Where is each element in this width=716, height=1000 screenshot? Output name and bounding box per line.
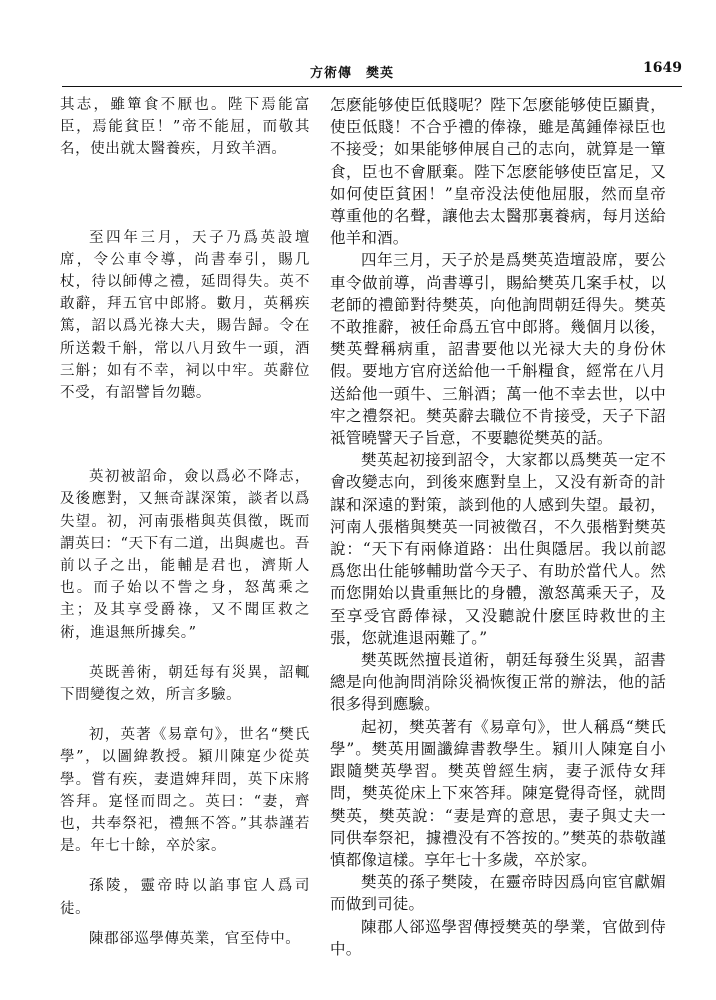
page-number: 1649 [643, 60, 682, 76]
header-rule [62, 86, 682, 87]
classical-paragraph: 孫陵，靈帝時以諂事宦人爲司徒。 [60, 878, 310, 917]
classical-paragraph: 陳郡郤巡學傳英業，官至侍中。 [89, 930, 301, 947]
classical-text-column [60, 94, 310, 994]
running-title: 方術傳 樊英 [310, 66, 395, 81]
classical-paragraph: 英既善術，朝廷每有災異，詔輒下問變復之效，所言多驗。 [60, 664, 310, 704]
translation-paragraph: 樊英既然擅長道術，朝廷每發生災異，詔書總是向他詢問消除災禍恢復正常的辦法，他的話很多得到應驗。 [330, 651, 666, 714]
translation-paragraph: 樊英的孫子樊陵，在靈帝時因爲向宦官獻媚而做到司徒。 [330, 873, 666, 914]
classical-paragraph: 初，英著《易章句》，世名“樊氏學”，以圖緯教授。潁川陳寔少從英學。嘗有疾，妻遣婢拜問，英下床將答拜。寔怪而問之。英曰：“妻，齊也，共奉祭祀，禮無不答。”其恭謹若是。年七十餘，卒於家。 [60, 727, 310, 855]
translation-paragraph: 起初，樊英著有《易章句》，世人稱爲“樊氏學”。樊英用圖讖緯書教學生。潁川人陳寔自小跟隨樊英學習。樊英曾經生病，妻子派侍女拜問，樊英從床上下來答拜。陳寔覺得奇怪，就問樊英，樊英說：“妻是齊的意思，妻子與丈夫一同供奉祭祀，據禮没有不答按的。”樊英的恭敬謹慎都像這樣。享年七十多歲，卒於家。 [330, 717, 666, 869]
classical-paragraph: 至四年三月，天子乃爲英設壇席，令公車令導，尚書奉引，賜几杖，待以師傅之禮，延問得失。英不敢辭，拜五官中郎將。數月，英稱疾篤，詔以爲光祿大夫，賜告歸。令在所送穀千斛，常以八月致牛一頭，酒三斛；如有不幸，祠以中牢。英辭位不受，有詔譬旨勿聽。 [60, 229, 310, 402]
page-header [62, 60, 682, 84]
translation-paragraph: 樊英起初接到詔令，大家都以爲樊英一定不會改變志向，到後來應對皇上，又没有新奇的計謀和深遠的對策，談到他的人感到失望。最初，河南人張楷與樊英一同被徵召，不久張楷對樊英說：“天下有兩條道路：出仕與隱居。我以前認爲您出仕能够輔助當今天子、有助於當代人。然而您開始以貴重無比的身體，激怒萬乘天子，及至享受官爵俸禄，又没聽說什麽匡時救世的主張，您就進退兩難了。” [330, 451, 666, 647]
classical-paragraph: 英初被詔命，僉以爲必不降志，及後應對，又無奇謀深策，談者以爲失望。初，河南張楷與英俱徵，既而謂英曰：“天下有二道，出與處也。吾前以子之出，能輔是君也，濟斯人也。而子始以不訾之身，怒萬乘之主；及其享受爵祿，又不聞匡救之術，進退無所據矣。” [60, 469, 310, 641]
translation-column [330, 94, 666, 994]
translation-paragraph: 四年三月，天子於是爲樊英造壇設席，要公車令做前導，尚書導引，賜給樊英几案手杖，以老師的禮節對待樊英，向他詢問朝廷得失。樊英不敢推辭，被任命爲五官中郎將。幾個月以後，樊英聲稱病重，詔書要他以光禄大夫的身份休假。要地方官府送給他一千斛糧食，經常在八月送給他一頭牛、三斛酒；萬一他不幸去世，以中牢之禮祭祀。樊英辭去職位不肯接受，天子下詔祗管曉譬天子旨意，不要聽從樊英的話。 [330, 251, 666, 448]
classical-paragraph: 其志，雖簞食不厭也。陛下焉能富臣，焉能貧臣！”帝不能屈，而敬其名，使出就太醫養疾，月致羊酒。 [60, 97, 310, 158]
translation-paragraph: 陳郡人郤巡學習傳授樊英的學業，官做到侍中。 [330, 917, 666, 958]
translation-paragraph: 怎麽能够使臣低賤呢？陛下怎麽能够使臣顯貴，使臣低賤！不合乎禮的俸祿，雖是萬鍾俸禄臣也不接受；如果能够伸展自己的志向，就算是一簞食，臣也不會厭棄。陛下怎麽能够使臣富足，又如何使臣貧困！”皇帝没法使他屈服，然而皇帝尊重他的名聲，讓他去太醫那裏養病，每月送給他羊和酒。 [330, 96, 666, 248]
